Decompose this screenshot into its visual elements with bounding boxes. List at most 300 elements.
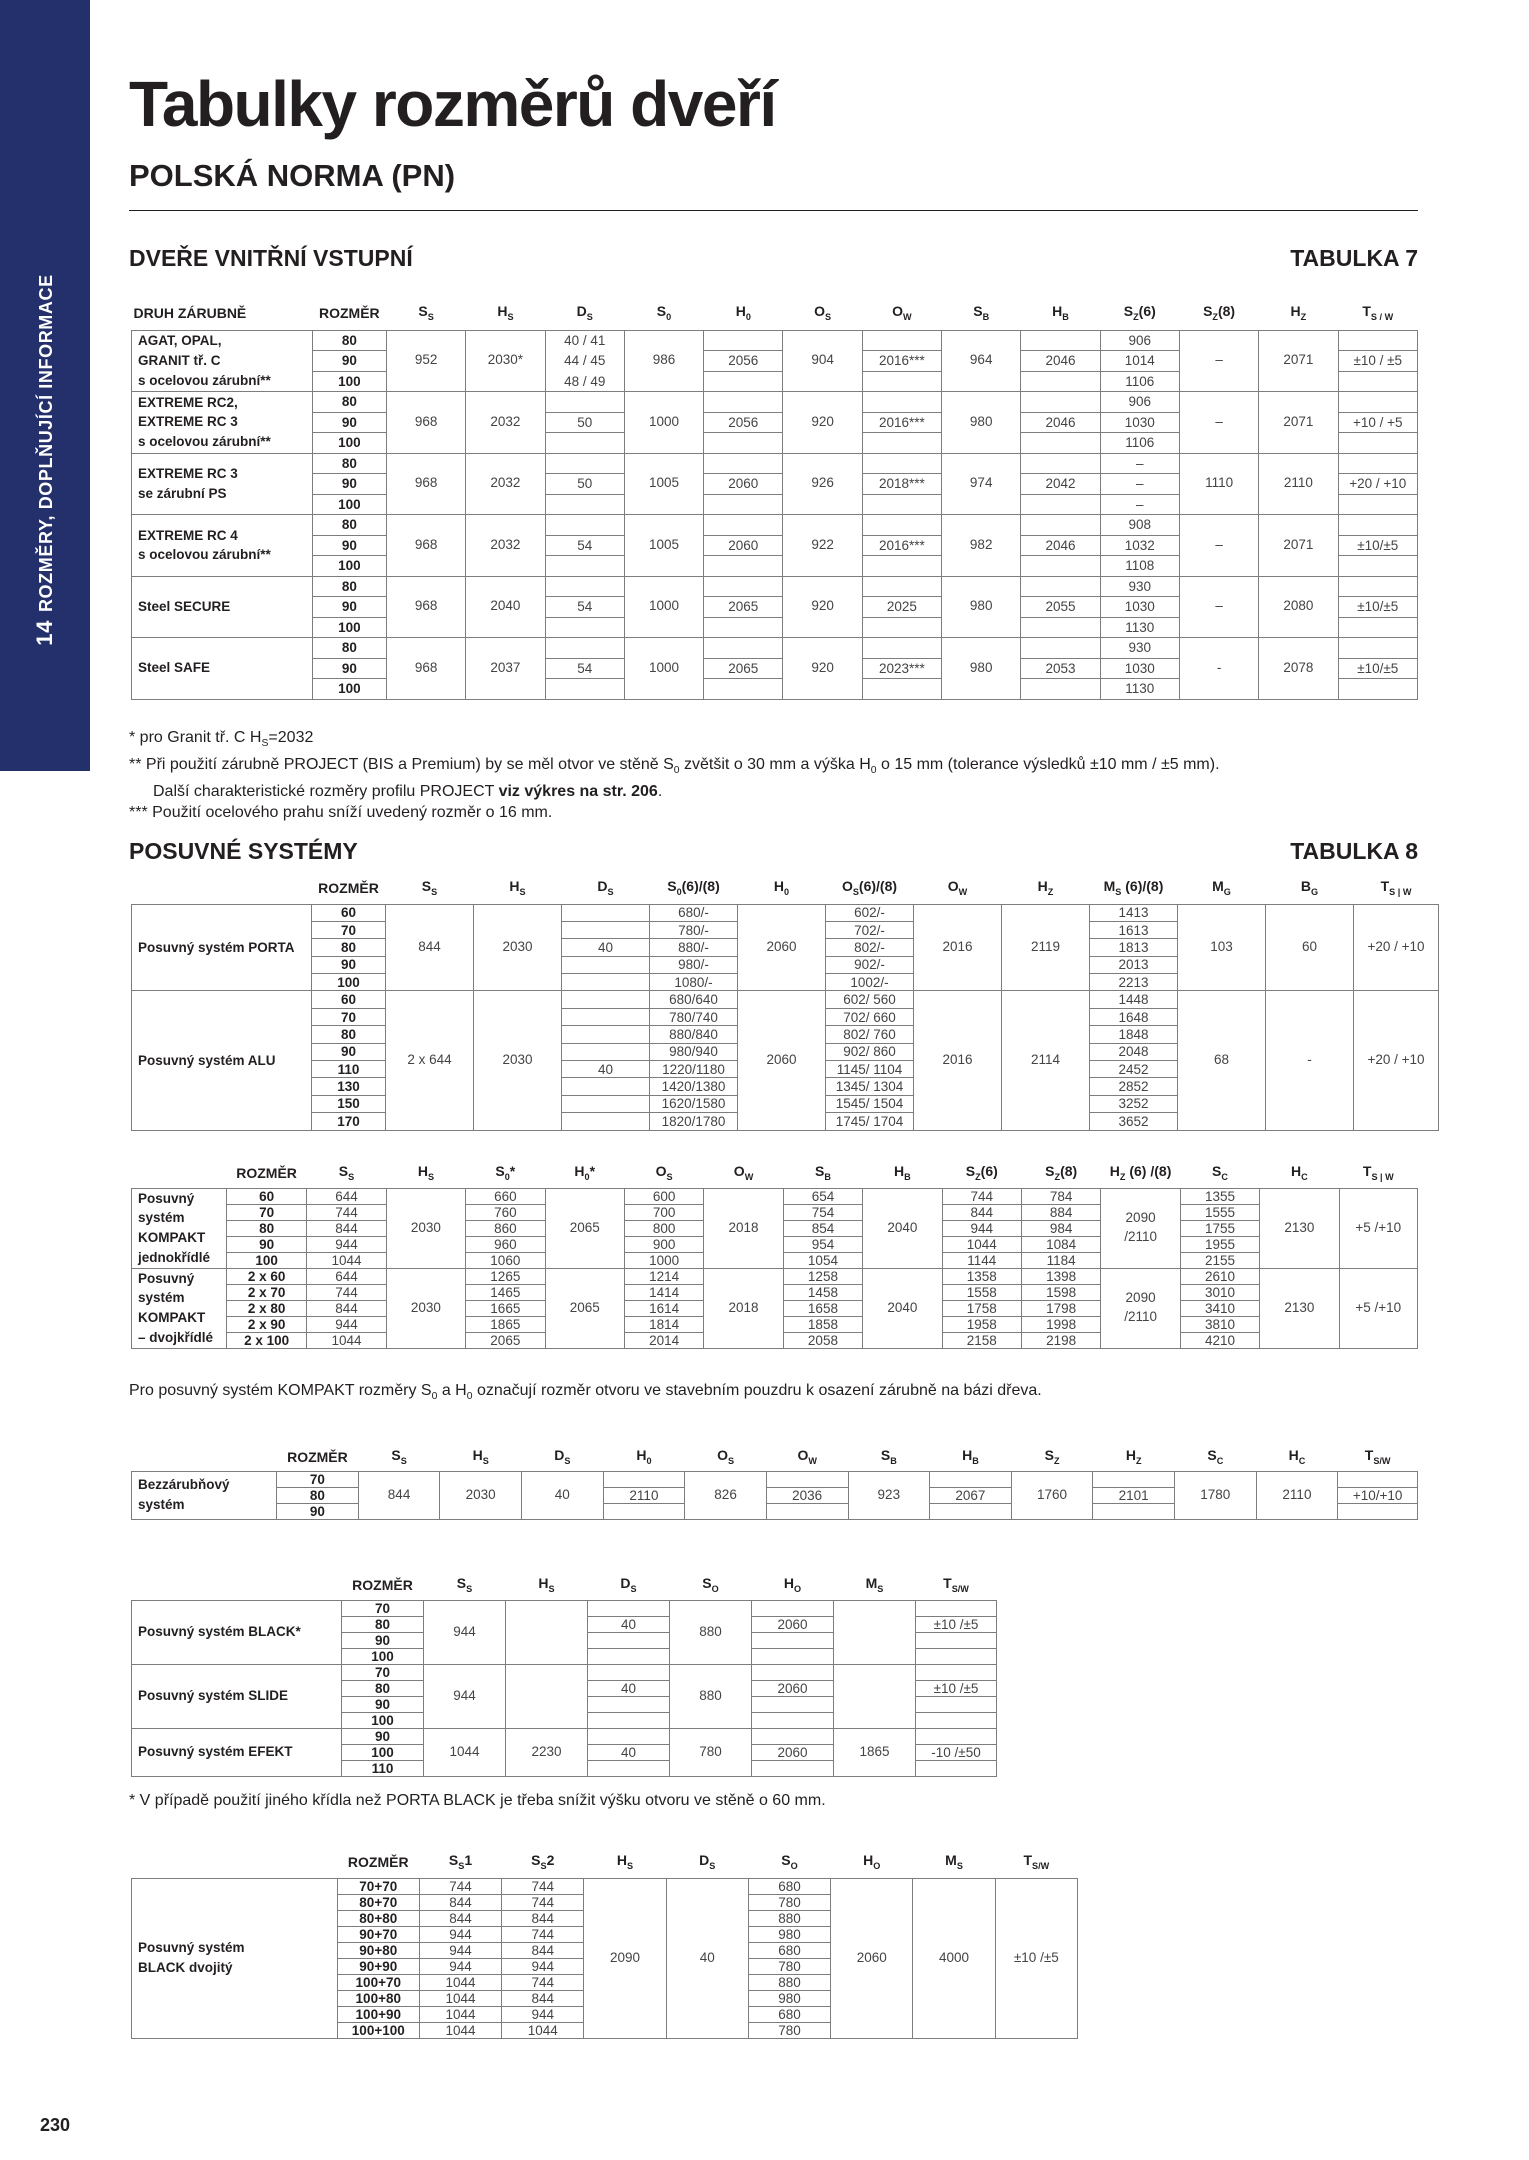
table-row [132,1471,1418,1487]
table-cell [704,617,783,638]
table-cell: 2058 [783,1332,862,1348]
size-cell: 80 [312,453,386,474]
table-cell [862,638,941,659]
size-cell: 80 [312,1026,386,1043]
table-cell: 1044 [307,1252,386,1268]
table-row [132,515,1418,536]
product-name: Bezzárubňový systém [132,1471,277,1519]
table-cell: 906 [1100,392,1179,413]
column-header: $S_B$ [814,1163,831,1183]
table-cell: 880 [748,1974,830,1990]
table-cell [1021,494,1100,515]
column-header: ROZMĚR [318,304,380,321]
table-cell: 2016*** [862,535,941,556]
table-cell: 1648 [1090,1008,1178,1025]
table-cell: 964 [942,330,1021,392]
table-cell: 1044 [942,1236,1021,1252]
header-row [132,872,1439,904]
column-header: $O_W$ [733,1163,754,1183]
table-cell: 1014 [1100,351,1179,372]
chapter-label [32,274,58,645]
size-cell: 110 [312,1061,386,1078]
column-header: $H_S$ [497,303,514,323]
table-cell [1093,1471,1175,1487]
table-cell: 1084 [1021,1236,1100,1252]
table-cell: 1760 [1011,1471,1093,1519]
table-cell [1021,433,1100,454]
table-cell [704,330,783,351]
table-cell: 40 [522,1471,604,1519]
table-cell: 2056 [704,351,783,372]
table-cell: 2155 [1180,1252,1259,1268]
table-cell: 1044 [419,1990,501,2006]
table-cell: 906 [1100,330,1179,351]
table-cell: 844 [502,1942,584,1958]
size-cell: 90 [277,1503,359,1519]
table-cell [916,1664,997,1680]
column-header: $M_S$ [945,1852,963,1872]
table-cell: – [1179,330,1258,392]
column-header: $S_S$ [418,303,434,323]
table-cell [752,1712,834,1728]
table-cell: 2852 [1090,1078,1178,1095]
product-name: EXTREME RC2, EXTREME RC 3 s ocelovou zárubní** [132,392,313,454]
table-cell: 1413 [1090,904,1178,921]
table-row [132,904,1439,921]
table-7-notes [129,727,1220,823]
column-header: $S_0(6)/(8)$ [667,878,720,898]
table-cell [1338,433,1417,454]
column-header: $S_S$ [338,1163,355,1183]
table-cell: 1398 [1021,1268,1100,1284]
table-cell [704,638,783,659]
product-name: Posuvný systém EFEKT [132,1728,342,1776]
table-7 [131,296,1418,700]
size-cell: 100 [312,679,386,700]
table-cell: 3652 [1090,1113,1178,1130]
size-cell: 150 [312,1095,386,1112]
table-cell: 1002/- [826,974,914,991]
table-cell: 2016*** [862,412,941,433]
table-cell: 1598 [1021,1284,1100,1300]
table-cell: 2016 [914,904,1002,991]
table-cell: – [1179,515,1258,577]
table-cell: 968 [386,576,465,638]
size-cell: 100+100 [337,2022,419,2038]
table-cell [603,1503,685,1519]
title-divider [129,210,1418,211]
kompakt-note: Pro posuvný systém KOMPAKT rozměry $S_0$ a $H_0$ označují rozměr otvoru ve stavebním pouzdru k osazení zárubně na bázi dřeva. [129,1382,1042,1403]
table-cell [1021,576,1100,597]
table-cell: 844 [358,1471,440,1519]
column-header: DRUH ZÁRUBNĚ [133,304,247,321]
table-cell [862,433,941,454]
table-cell [1338,453,1417,474]
table-cell [545,392,624,413]
product-name: Posuvný systém ALU [132,991,312,1130]
table-cell: 2040 [863,1268,942,1348]
column-header: $O_S(6)/(8)$ [841,878,898,898]
column-header: $O_S$ [655,1163,673,1183]
size-cell: 90 [342,1728,424,1744]
size-cell: 170 [312,1113,386,1130]
column-header: $S_Z(8)$ [1203,303,1236,323]
table-cell: 2 x 644 [386,991,474,1130]
column-header [132,872,312,904]
table-cell: 2067 [930,1487,1012,1503]
size-cell: 80 [342,1680,424,1696]
table-cell: 880 [670,1664,752,1728]
table-cell [545,453,624,474]
table-cell: 602/ 560 [826,991,914,1008]
column-header: $S_Z(8)$ [1045,1163,1078,1183]
column-header: $H_0*$ [574,1163,596,1183]
table-cell [588,1600,670,1616]
table-cell: 2037 [466,638,545,700]
table-cell: 880/840 [650,1026,738,1043]
table-cell: 784 [1021,1188,1100,1204]
table-cell [1021,515,1100,536]
product-name: EXTREME RC 4 s ocelovou zárubní** [132,515,313,577]
table-cell: 2119 [1002,904,1090,991]
table-cell: 744 [502,1926,584,1942]
table-cell: 1108 [1100,556,1179,577]
column-header: $H_Z$ [1037,878,1054,898]
size-cell: 90 [312,956,386,973]
table-cell: 844 [386,904,474,991]
table-cell: 1865 [834,1728,916,1776]
table-cell [1338,494,1417,515]
product-name: AGAT, OPAL, GRANIT tř. C s ocelovou zárubní** [132,330,313,392]
table-cell: ±10 /±5 [916,1680,997,1696]
table-cell: 3252 [1090,1095,1178,1112]
table-cell [506,1664,588,1728]
column-header: $S_C$ [1212,1163,1228,1183]
table-cell: 923 [848,1471,930,1519]
table-cell: – [1179,576,1258,638]
table-cell: 968 [386,515,465,577]
table-cell: 844 [942,1204,1021,1220]
table-cell [562,956,650,973]
table-cell: 1000 [624,392,703,454]
table-cell [1021,617,1100,638]
size-cell: 100 [312,556,386,577]
column-header: $D_S$ [576,303,593,323]
table-cell [1338,638,1417,659]
table-cell: 780 [748,1894,830,1910]
table-cell: 2060 [738,991,826,1130]
table-cell: 844 [502,1910,584,1926]
table-cell: 600 [624,1188,703,1204]
table-cell: 760 [466,1204,545,1220]
table-cell: 880/- [650,939,738,956]
column-header: $H_C$ [1291,1163,1308,1183]
table-cell: 1005 [624,453,703,515]
table-cell: 2040 [466,576,545,638]
table-cell: 744 [307,1284,386,1300]
table-cell: 40 [588,1680,670,1696]
size-cell: 90 [226,1236,306,1252]
table-8 [131,872,1439,1131]
size-cell: 60 [312,904,386,921]
table-cell: 50 [545,474,624,495]
size-cell: 80 [342,1616,424,1632]
column-header: $T_{S/W}$ [1364,1447,1391,1467]
table-cell [704,556,783,577]
table-cell: 1030 [1100,412,1179,433]
table-cell: 680 [748,1942,830,1958]
table-cell: +5 /+10 [1339,1188,1417,1268]
table-cell: 1144 [942,1252,1021,1268]
table-cell: 2018*** [862,474,941,495]
table-cell: 880 [670,1600,752,1664]
chapter-sidebar [0,0,90,771]
table-cell: 920 [783,576,862,638]
size-cell: 110 [342,1760,424,1776]
column-header: $S_S2$ [531,1852,555,1872]
column-header: $S_S1$ [448,1852,473,1872]
table-row [132,1664,997,1680]
table-cell: 902/- [826,956,914,973]
table-cell: 954 [783,1236,862,1252]
table-cell: 744 [419,1878,501,1894]
table-cell [862,556,941,577]
product-name: Steel SECURE [132,576,313,638]
table-cell [916,1632,997,1648]
table-cell: 926 [783,453,862,515]
table-cell [916,1760,997,1776]
column-header: $H_B$ [962,1447,979,1467]
size-cell: 2 x 90 [226,1316,306,1332]
size-cell: 60 [312,991,386,1008]
table-cell [545,617,624,638]
table-cell [862,392,941,413]
table-cell: 2060 [752,1744,834,1760]
table-cell: 1958 [942,1316,1021,1332]
size-cell: 80 [277,1487,359,1503]
size-cell: 100 [312,433,386,454]
size-cell: 130 [312,1078,386,1095]
table-cell: 3010 [1180,1284,1259,1300]
size-cell: 90 [342,1632,424,1648]
table-cell [930,1503,1012,1519]
table-cell [704,433,783,454]
table-cell: +5 /+10 [1339,1268,1417,1348]
table-cell: 1214 [624,1268,703,1284]
table-cell [916,1712,997,1728]
table-cell: 1345/ 1304 [826,1078,914,1095]
table-cell: 54 [545,597,624,618]
table-cell: 2025 [862,597,941,618]
table-cell: 40 / 41 [545,330,624,351]
table-cell [752,1632,834,1648]
table-black-slide-efekt [131,1570,997,1777]
table-cell: 844 [419,1894,501,1910]
table-bezzarubnovy [131,1443,1418,1520]
table-cell: 3810 [1180,1316,1259,1332]
table-cell: 944 [942,1220,1021,1236]
table-cell: 644 [307,1268,386,1284]
table-cell: 1758 [942,1300,1021,1316]
table-cell: 40 [588,1744,670,1760]
column-header: $S_B$ [880,1447,897,1467]
table-cell: 2090 /2110 [1101,1268,1180,1348]
size-cell: 70+70 [337,1878,419,1894]
table-label-7: TABULKA 7 [1290,245,1418,271]
size-cell: 100 [312,371,386,392]
table-cell [752,1664,834,1680]
table-cell: 48 / 49 [545,371,624,392]
table-cell: 1355 [1180,1188,1259,1204]
table-cell: 2030 [386,1268,465,1348]
table-cell: 2032 [466,453,545,515]
size-cell: 90 [342,1696,424,1712]
table-cell: 1780 [1175,1471,1257,1519]
column-header: $H_S$ [538,1575,555,1595]
column-header: $H_0$ [773,878,790,898]
column-header: $S_O$ [781,1852,798,1872]
table-cell: 1044 [307,1332,386,1348]
table-row [132,991,1439,1008]
table-cell: 1060 [466,1252,545,1268]
table-cell: 1458 [783,1284,862,1300]
table-cell: – [1100,474,1179,495]
column-header: ROZMĚR [236,1164,297,1181]
table-cell [1338,576,1417,597]
table-cell: 1130 [1100,617,1179,638]
table-cell [752,1760,834,1776]
table-cell: +10/+10 [1338,1487,1418,1503]
table-cell: 2065 [545,1268,624,1348]
product-name: Steel SAFE [132,638,313,700]
table-cell: 680 [748,1878,830,1894]
column-header: $S_0$ [656,303,672,323]
size-cell: 90 [312,535,386,556]
table-cell [862,617,941,638]
table-cell [916,1600,997,1616]
size-cell: 80 [312,638,386,659]
table-cell: 2071 [1259,515,1338,577]
column-header: $O_W$ [947,878,968,898]
table-cell [562,1095,650,1112]
table-cell: 2042 [1021,474,1100,495]
black-note: * V případě použití jiného křídla než PORTA BLACK je třeba snížit výšku otvoru ve stěně o 60 mm. [129,1792,826,1809]
table-cell: 2030 [474,904,562,991]
column-header: $H_O$ [863,1852,881,1872]
table-cell: 1044 [424,1728,506,1776]
table-cell [1338,371,1417,392]
table-cell: 1545/ 1504 [826,1095,914,1112]
size-cell: 100 [226,1252,306,1268]
table-cell: 654 [783,1188,862,1204]
size-cell: 70 [226,1204,306,1220]
table-cell: 2018 [704,1188,783,1268]
note-granit: * pro Granit tř. C $H_S=2032$ [129,729,314,750]
column-header: $S_B$ [973,303,990,323]
table-cell: 2213 [1090,974,1178,991]
column-header: $S_S$ [456,1575,473,1595]
table-cell: 2114 [1002,991,1090,1130]
table-cell: 2065 [704,658,783,679]
table-cell [1338,1503,1418,1519]
table-cell: 2030 [440,1471,522,1519]
table-cell [862,453,941,474]
note-project: ** Při použití zárubně PROJECT (BIS a Premium) by se měl otvor ve stěně $S_0$ zvětšit o 30 mm a výška $H_0$ o 15 mm (tolerance výsledků ±10 mm / ±5 mm). [129,756,1220,777]
table-cell: 744 [942,1188,1021,1204]
table-cell: 1614 [624,1300,703,1316]
table-cell: 1054 [783,1252,862,1268]
table-cell: +20 / +10 [1354,904,1439,991]
table-cell: 802/- [826,939,914,956]
table-cell: 50 [545,412,624,433]
table-cell: 2046 [1021,412,1100,433]
table-cell: 1130 [1100,679,1179,700]
table-cell: ±10 /±5 [916,1616,997,1632]
table-cell [862,494,941,515]
table-cell: 2060 [831,1878,913,2038]
table-cell [752,1600,834,1616]
table-cell: 980 [748,1990,830,2006]
table-cell: 1258 [783,1268,862,1284]
size-cell: 100+90 [337,2006,419,2022]
table-cell: 1106 [1100,371,1179,392]
table-cell [562,1026,650,1043]
table-cell [916,1648,997,1664]
table-cell: 2065 [545,1188,624,1268]
column-header: $S_C$ [1207,1447,1224,1467]
table-cell: 1005 [624,515,703,577]
column-header: $H_Z$ [1125,1447,1142,1467]
size-cell: 70 [277,1471,359,1487]
table-cell: 4210 [1180,1332,1259,1348]
table-cell [1021,638,1100,659]
table-cell: 2110 [1256,1471,1338,1519]
table-cell: 920 [783,638,862,700]
table-row [132,453,1418,474]
table-cell [1338,679,1417,700]
table-cell: 4000 [913,1878,995,2038]
table-cell: 1044 [419,2006,501,2022]
table-cell [562,1113,650,1130]
table-cell: 1220/1180 [650,1061,738,1078]
table-cell: 2048 [1090,1043,1178,1060]
table-cell [752,1728,834,1744]
table-cell: 1184 [1021,1252,1100,1268]
table-cell: 1414 [624,1284,703,1300]
size-cell: 100+80 [337,1990,419,2006]
table-row [132,638,1418,659]
table-cell: 944 [424,1600,506,1664]
table-cell [562,1078,650,1095]
link-page-206[interactable]: viz výkres na str. 206 [498,783,658,801]
table-cell [834,1664,916,1728]
column-header: $S_O$ [702,1575,719,1595]
table-cell [862,330,941,351]
table-cell: 40 [562,939,650,956]
table-cell: 2071 [1259,392,1338,454]
table-cell: ±10/±5 [1338,597,1417,618]
table-cell: 968 [386,392,465,454]
table-cell [752,1696,834,1712]
table-cell: 2060 [738,904,826,991]
size-cell: 100+70 [337,1974,419,1990]
table-cell: 2046 [1021,351,1100,372]
table-cell [1021,330,1100,351]
table-cell: 986 [624,330,703,392]
table-cell: – [1179,392,1258,454]
table-cell: - [1266,991,1354,1130]
table-cell: 1044 [502,2022,584,2038]
